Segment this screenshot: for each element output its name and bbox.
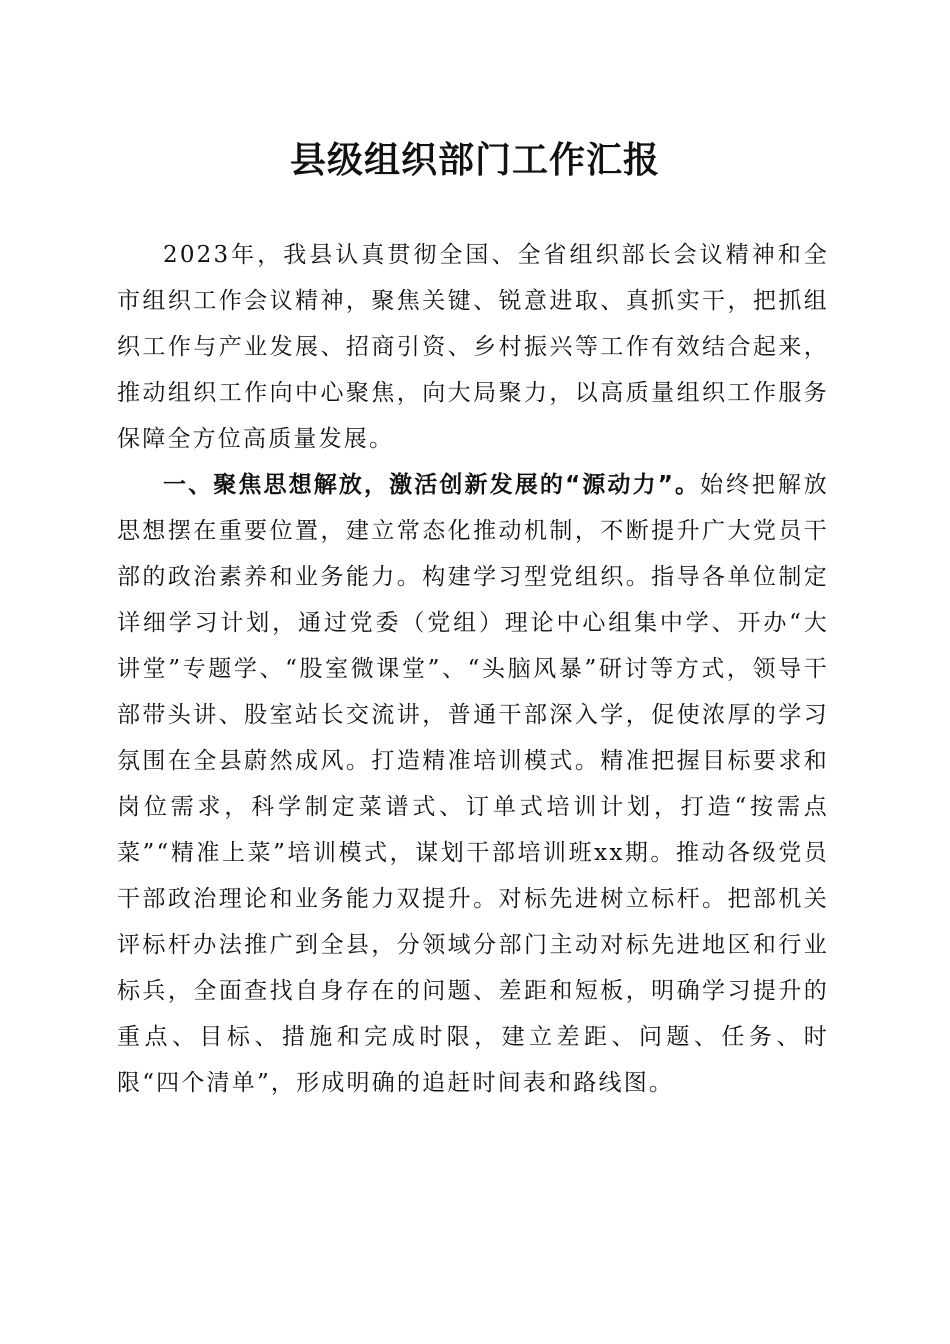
section-1-heading: 一、聚焦思想解放，激活创新发展的“源动力”。 [163, 472, 701, 498]
intro-paragraph: 2023年，我县认真贯彻全国、全省组织部长会议精神和全市组织工作会议精神，聚焦关键、锐意进取、真抓实干，把抓组织工作与产业发展、招商引资、乡村振兴等工作有效结合起来，推动组织工作向中心聚焦，向大局聚力，以高质量组织工作服务保障全方位高质量发展。 [117, 242, 829, 452]
document-body [117, 232, 829, 1106]
section-1-body: 始终把解放思想摆在重要位置，建立常态化推动机制，不断提升广大党员干部的政治素养和业务能力。构建学习型党组织。指导各单位制定详细学习计划，通过党委（党组）理论中心组集中学、开办“大讲堂”专题学、“股室微课堂”、“头脑风暴”研讨等方式，领导干部带头讲、股室站长交流讲，普通干部深入学，促使浓厚的学习氛围在全县蔚然成风。打造精准培训模式。精准把握目标要求和岗位需求，科学制定菜谱式、订单式培训计划，打造“按需点菜”“精准上菜”培训模式，谋划干部培训班xx期。推动各级党员干部政治理论和业务能力双提升。对标先进树立标杆。把部机关评标杆办法推广到全县，分领域分部门主动对标先进地区和行业标兵，全面查找自身存在的问题、差距和短板，明确学习提升的重点、目标、措施和完成时限，建立差距、问题、任务、时限“四个清单”，形成明确的追赶时间表和路线图。 [117, 472, 829, 1096]
document-title: 县级组织部门工作汇报 [289, 139, 660, 181]
section-1-paragraph [117, 462, 829, 1106]
